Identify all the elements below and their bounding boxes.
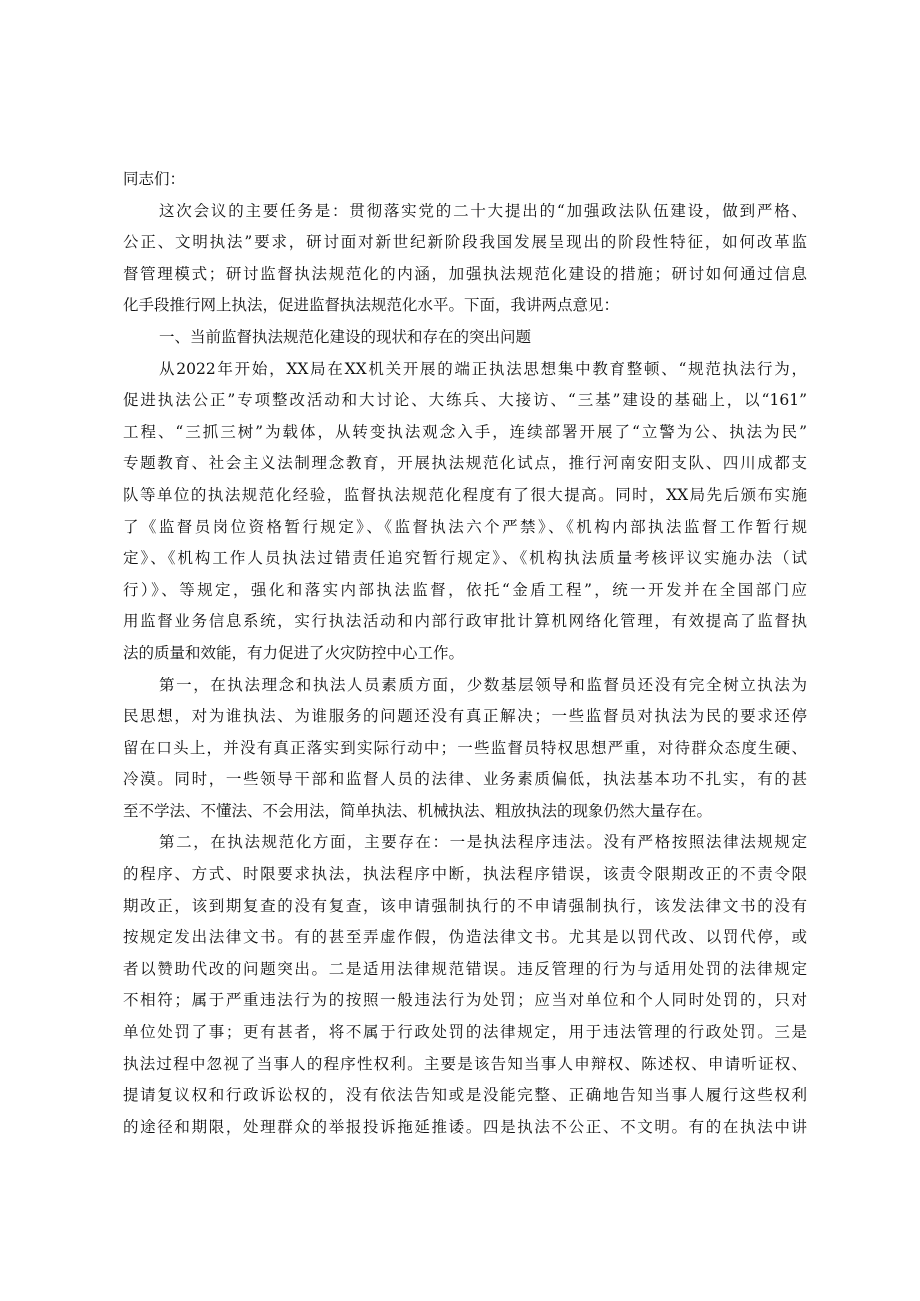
heading-line: 一、当前监督执法规范化建设的现状和存在的突出问题	[159, 327, 532, 346]
paragraph-line: 至不学法、不懂法、不会用法，简单执法、机械执法、粗放执法的现象仍然大量存在。	[123, 801, 713, 820]
paragraph-line: 民思想，对为谁执法、为谁服务的问题还没有真正解决；一些监督员对执法为民的要求还停	[123, 707, 807, 726]
paragraph-line: 第一，在执法理念和执法人员素质方面，少数基层领导和监督员还没有完全树立执法为	[159, 675, 807, 694]
paragraph-line: 提请复议权和行政诉讼权的，没有依法告知或是没能完整、正确地告知当事人履行这些权利	[123, 1086, 807, 1105]
paragraph-line: 冷漠。同时，一些领导干部和监督人员的法律、业务素质偏低，执法基本功不扎实，有的甚	[123, 770, 807, 789]
paragraph-line: 法的质量和效能，有力促进了火灾防控中心工作。	[123, 643, 465, 662]
paragraph-line: 期改正，该到期复查的没有复查，该申请强制执行的不申请强制执行，该发法律文书的没有	[123, 896, 807, 915]
paragraph-line: 队等单位的执法规范化经验，监督执法规范化程度有了很大提高。同时，XX局先后颁布实施	[123, 485, 807, 504]
paragraph-line: 了《监督员岗位资格暂行规定》、《监督执法六个严禁》、《机构内部执法监督工作暂行规	[123, 517, 807, 536]
paragraph-line: 的程序、方式、时限要求执法，执法程序中断，执法程序错误，该责令限期改正的不责令限	[123, 865, 807, 884]
paragraph-line: 这次会议的主要任务是：贯彻落实党的二十大提出的“加强政法队伍建设，做到严格、	[159, 201, 807, 220]
paragraph-line: 化手段推行网上执法，促进监督执法规范化水平。下面，我讲两点意见：	[123, 296, 620, 315]
paragraph-line: 定》、《机构工作人员执法过错责任追究暂行规定》、《机构执法质量考核评议实施办法（试	[123, 549, 807, 568]
paragraph-line: 从2022年开始，XX局在XX机关开展的端正执法思想集中教育整顿、“规范执法行为，	[159, 359, 807, 378]
paragraph-line: 留在口头上，并没有真正落实到实际行动中；一些监督员特权思想严重，对待群众态度生硬、	[123, 738, 807, 757]
paragraph-line: 者以赞助代改的问题突出。二是适用法律规范错误。违反管理的行为与适用处罚的法律规定	[123, 959, 807, 978]
salutation-line: 同志们：	[123, 170, 186, 188]
paragraph-line: 专题教育、社会主义法制理念教育，开展执法规范化试点，推行河南安阳支队、四川成都支	[123, 454, 807, 473]
paragraph-line: 督管理模式；研讨监督执法规范化的内涵，加强执法规范化建设的措施；研讨如何通过信息	[123, 264, 807, 283]
paragraph-line: 的途径和期限，处理群众的举报投诉拖延推诿。四是执法不公正、不文明。有的在执法中讲	[123, 1117, 807, 1136]
second-problem-paragraph	[123, 827, 807, 1143]
paragraph-line: 促进执法公正”专项整改活动和大讨论、大练兵、大接访、“三基”建设的基础上，以“161”	[123, 391, 807, 410]
paragraph-line: 第二，在执法规范化方面，主要存在：一是执法程序违法。没有严格按照法律法规规定	[159, 833, 807, 852]
paragraph-line: 单位处罚了事；更有甚者，将不属于行政处罚的法律规定，用于违法管理的行政处罚。三是	[123, 1023, 807, 1042]
paragraph-line: 行）》、等规定，强化和落实内部执法监督，依托“金盾工程”，统一开发并在全国部门应	[123, 580, 807, 599]
paragraph-line: 用监督业务信息系统，实行执法活动和内部行政审批计算机网络化管理，有效提高了监督执	[123, 612, 807, 631]
section-heading	[123, 322, 807, 354]
paragraph-line: 工程、“三抓三树”为载体，从转变执法观念入手，连续部署开展了“立警为公、执法为民”	[123, 422, 807, 441]
paragraph-line: 不相符；属于严重违法行为的按照一般违法行为处罚；应当对单位和个人同时处罚的，只对	[123, 991, 807, 1010]
paragraph-line: 执法过程中忽视了当事人的程序性权利。主要是该告知当事人申辩权、陈述权、申请听证权、	[123, 1054, 807, 1073]
salutation	[123, 164, 807, 196]
status-paragraph	[123, 354, 807, 670]
paragraph-line: 按规定发出法律文书。有的甚至弄虚作假，伪造法律文书。尤其是以罚代改、以罚代停，或	[123, 928, 807, 947]
intro-paragraph	[123, 196, 807, 322]
first-problem-paragraph	[123, 670, 807, 828]
document-page	[123, 164, 807, 1143]
paragraph-line: 公正、文明执法”要求，研讨面对新世纪新阶段我国发展呈现出的阶段性特征，如何改革监	[123, 233, 807, 252]
